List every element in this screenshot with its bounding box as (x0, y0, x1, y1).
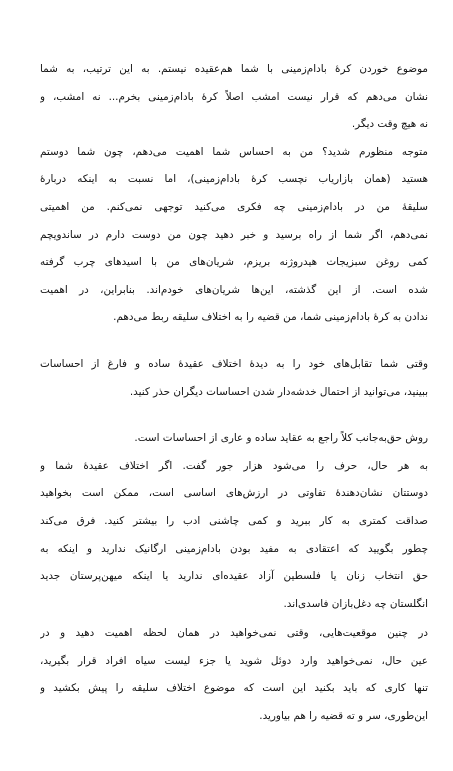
text-line: به هر حال، حرف را می‌شود هزار جور گفت. اگر اختلاف عقیدهٔ شما و (40, 459, 428, 472)
text-line: وقتی شما تقابل‌های خود را به دیدهٔ اختلاف عقیدهٔ ساده و فارغ از احساسات (40, 357, 428, 370)
paragraph-core-values (40, 453, 428, 619)
text-line: صداقت کمتری به کار ببرید و کمی چاشنی ادب را بیشتر کنید. فرق می‌کند (40, 514, 428, 527)
text-line: کمی روغن سبزیجات هیدروژنه بریزم، شریان‌های من با اسیدهای چرب گرفته (40, 256, 428, 269)
text-line: متوجه منظورم شدید؟ من به احساس شما اهمیت می‌دهم، چون شما دوستم (40, 145, 428, 158)
text-line: حق انتخاب زنان یا فلسطین آزاد عقیده‌ای ندارید یا اینکه میهن‌پرستان جدید (40, 570, 428, 583)
text-line: در چنین موقعیت‌هایی، وقتی نمی‌خواهید در همان لحظه اهمیت دهید و در (40, 627, 428, 640)
text-line: هستید (همان بازاریاب نچسب کرهٔ بادام‌زمینی)، اما نسبت به اینکه دربارهٔ (40, 173, 428, 186)
text-line: سلیقهٔ من در بادام‌زمینی چه فکری می‌کنید توجهی نمی‌کنم. من اهمیتی (40, 200, 428, 213)
paragraph-righteous-method (40, 425, 428, 453)
text-line: نشان می‌دهم که قرار نیست امشب اصلاً کرهٔ بادام‌زمینی بخرم... نه امشب، و (40, 90, 428, 103)
paragraph-such-situations (40, 620, 428, 730)
text-line: دوستتان نشان‌دهندهٔ تفاوتی در ارزش‌های اساسی است، ممکن است بخواهید (40, 487, 428, 500)
paragraph-peanut-butter-opinion (40, 56, 428, 139)
text-line: انگلستان چه دغل‌بازان فاسدی‌اند. (283, 597, 428, 610)
paragraph-spacer (40, 332, 428, 351)
paragraph-key-point (40, 351, 428, 406)
text-line: ندادن به کرهٔ بادام‌زمینی شما، من قضیه را به اختلاف سلیقه ربط می‌دهم. (113, 311, 428, 324)
text-line: عین حال، نمی‌خواهید وارد دوئل شوید یا جزء لیست سیاه افراد قرار بگیرید، (40, 654, 428, 667)
text-line: ببینید، می‌توانید از احتمال خدشه‌دار شدن احساسات دیگران حذر کنید. (129, 385, 428, 398)
text-line: موضوع خوردن کرهٔ بادام‌زمینی با شما هم‌عقیده نیستم. به این ترتیب، به شما (40, 63, 428, 75)
paragraph-friend-explanation (40, 139, 428, 332)
text-line: چطور بگویید که اعتقادی به مفید بودن بادام‌زمینی ارگانیک ندارید و اینکه به (40, 542, 428, 555)
text-line: نمی‌دهم، اگر شما از راه برسید و خبر دهید چون من دوست دارم در ساندویچم (40, 228, 428, 241)
text-line: روش حق‌به‌جانب کلاً راجع به عقاید ساده و عاری از احساسات است. (134, 432, 428, 445)
paragraph-spacer (40, 406, 428, 425)
document-page (40, 56, 428, 731)
text-line: شده است. از این گذشته، این‌ها شریان‌های خودم‌اند. بنابراین، در اهمیت (40, 283, 428, 296)
text-line: تنها کاری که باید بکنید این است که موضوع اختلاف سلیقه را پیش بکشید و (40, 682, 428, 695)
text-line: این‌طوری، سر و ته قضیه را هم بیاورید. (259, 710, 428, 723)
text-line: نه هیچ وقت دیگر. (351, 118, 428, 131)
